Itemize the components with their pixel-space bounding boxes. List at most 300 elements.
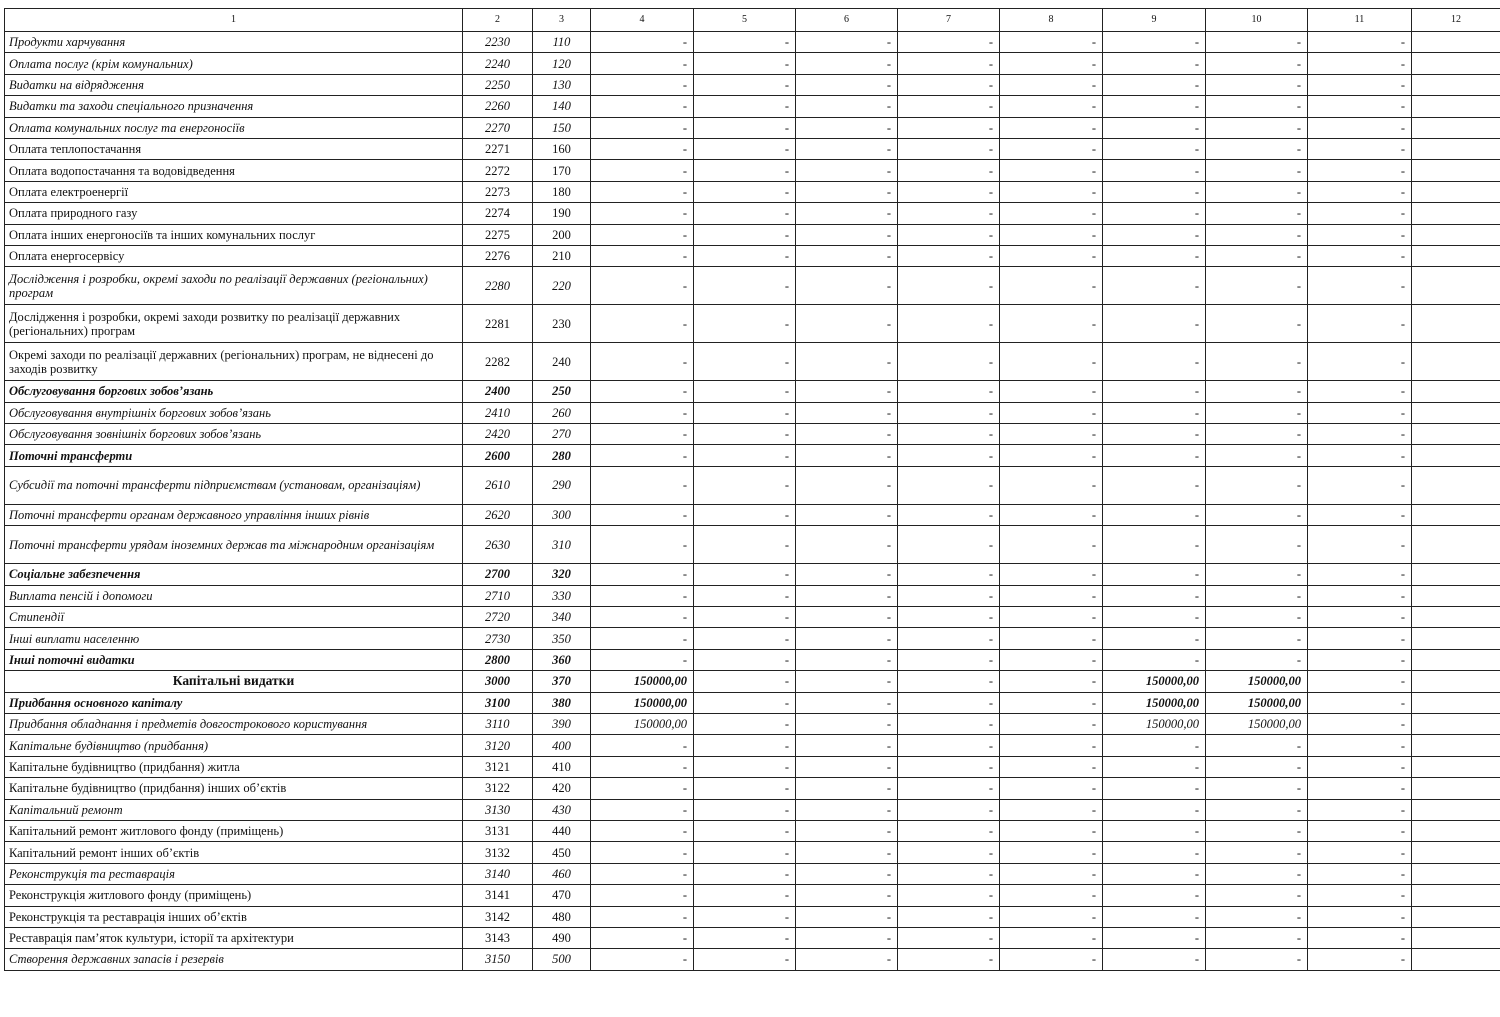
value-cell-col-9: - bbox=[1103, 906, 1206, 927]
value-cell-col-9: - bbox=[1103, 504, 1206, 525]
value-cell-col-10: - bbox=[1206, 778, 1308, 799]
value-cell-col-5: - bbox=[694, 927, 796, 948]
value-cell-col-7: - bbox=[898, 863, 1000, 884]
value-cell-col-5: - bbox=[694, 402, 796, 423]
value-cell-col-9: - bbox=[1103, 267, 1206, 305]
value-cell-col-9: - bbox=[1103, 445, 1206, 466]
value-cell-col-6: - bbox=[796, 756, 898, 777]
value-cell-col-10: - bbox=[1206, 756, 1308, 777]
value-cell-col-9: - bbox=[1103, 927, 1206, 948]
value-cell-col-12 bbox=[1412, 117, 1500, 138]
row-name: Обслуговування внутрішніх боргових зобов’язань bbox=[5, 402, 463, 423]
row-name: Оплата енергосервісу bbox=[5, 245, 463, 266]
table-row bbox=[5, 906, 1500, 927]
value-cell-col-7: - bbox=[898, 466, 1000, 504]
value-cell-col-10: - bbox=[1206, 735, 1308, 756]
row-code: 240 bbox=[533, 343, 591, 381]
kekv-code: 3110 bbox=[463, 713, 533, 734]
value-cell-col-12 bbox=[1412, 96, 1500, 117]
row-name: Придбання обладнання і предметів довгострокового користування bbox=[5, 713, 463, 734]
value-cell-col-12 bbox=[1412, 203, 1500, 224]
table-row bbox=[5, 628, 1500, 649]
row-code: 330 bbox=[533, 585, 591, 606]
value-cell-col-4: - bbox=[591, 466, 694, 504]
value-cell-col-8: - bbox=[1000, 96, 1103, 117]
value-cell-col-4: 150000,00 bbox=[591, 713, 694, 734]
value-cell-col-11: - bbox=[1308, 138, 1412, 159]
value-cell-col-9: - bbox=[1103, 96, 1206, 117]
value-cell-col-7: - bbox=[898, 181, 1000, 202]
table-row bbox=[5, 381, 1500, 402]
value-cell-col-11: - bbox=[1308, 74, 1412, 95]
value-cell-col-5: - bbox=[694, 628, 796, 649]
value-cell-col-4: - bbox=[591, 504, 694, 525]
row-name: Поточні трансферти урядам іноземних держав та міжнародним організаціям bbox=[5, 526, 463, 564]
value-cell-col-4: - bbox=[591, 117, 694, 138]
table-row bbox=[5, 224, 1500, 245]
value-cell-col-4: - bbox=[591, 526, 694, 564]
kekv-code: 2720 bbox=[463, 607, 533, 628]
value-cell-col-11: - bbox=[1308, 820, 1412, 841]
value-cell-col-6: - bbox=[796, 402, 898, 423]
value-cell-col-9: - bbox=[1103, 756, 1206, 777]
kekv-code: 2410 bbox=[463, 402, 533, 423]
value-cell-col-10: - bbox=[1206, 842, 1308, 863]
value-cell-col-7: - bbox=[898, 799, 1000, 820]
value-cell-col-10: - bbox=[1206, 53, 1308, 74]
row-name: Капітальне будівництво (придбання) житла bbox=[5, 756, 463, 777]
value-cell-col-11: - bbox=[1308, 181, 1412, 202]
row-code: 310 bbox=[533, 526, 591, 564]
row-name: Оплата природного газу bbox=[5, 203, 463, 224]
value-cell-col-12 bbox=[1412, 381, 1500, 402]
value-cell-col-11: - bbox=[1308, 585, 1412, 606]
column-header-10: 10 bbox=[1206, 9, 1308, 32]
value-cell-col-5: - bbox=[694, 74, 796, 95]
value-cell-col-8: - bbox=[1000, 53, 1103, 74]
kekv-code: 2420 bbox=[463, 424, 533, 445]
table-row bbox=[5, 564, 1500, 585]
value-cell-col-12 bbox=[1412, 305, 1500, 343]
value-cell-col-6: - bbox=[796, 343, 898, 381]
kekv-code: 3121 bbox=[463, 756, 533, 777]
table-row bbox=[5, 735, 1500, 756]
kekv-code: 3131 bbox=[463, 820, 533, 841]
value-cell-col-7: - bbox=[898, 117, 1000, 138]
table-row bbox=[5, 466, 1500, 504]
row-code: 390 bbox=[533, 713, 591, 734]
value-cell-col-12 bbox=[1412, 820, 1500, 841]
value-cell-col-8: - bbox=[1000, 343, 1103, 381]
row-name: Продукти харчування bbox=[5, 32, 463, 53]
value-cell-col-11: - bbox=[1308, 32, 1412, 53]
row-code: 260 bbox=[533, 402, 591, 423]
value-cell-col-4: - bbox=[591, 564, 694, 585]
value-cell-col-5: - bbox=[694, 906, 796, 927]
value-cell-col-8: - bbox=[1000, 402, 1103, 423]
value-cell-col-7: - bbox=[898, 756, 1000, 777]
value-cell-col-8: - bbox=[1000, 671, 1103, 692]
value-cell-col-7: - bbox=[898, 735, 1000, 756]
row-code: 270 bbox=[533, 424, 591, 445]
value-cell-col-7: - bbox=[898, 526, 1000, 564]
row-name: Капітальні видатки bbox=[5, 671, 463, 692]
value-cell-col-10: - bbox=[1206, 96, 1308, 117]
kekv-code: 2240 bbox=[463, 53, 533, 74]
value-cell-col-4: - bbox=[591, 181, 694, 202]
value-cell-col-11: - bbox=[1308, 343, 1412, 381]
value-cell-col-8: - bbox=[1000, 842, 1103, 863]
value-cell-col-12 bbox=[1412, 628, 1500, 649]
value-cell-col-12 bbox=[1412, 160, 1500, 181]
value-cell-col-6: - bbox=[796, 885, 898, 906]
value-cell-col-11: - bbox=[1308, 402, 1412, 423]
value-cell-col-6: - bbox=[796, 927, 898, 948]
value-cell-col-10: - bbox=[1206, 863, 1308, 884]
value-cell-col-12 bbox=[1412, 906, 1500, 927]
row-code: 290 bbox=[533, 466, 591, 504]
value-cell-col-4: - bbox=[591, 402, 694, 423]
value-cell-col-12 bbox=[1412, 756, 1500, 777]
value-cell-col-9: - bbox=[1103, 160, 1206, 181]
value-cell-col-12 bbox=[1412, 863, 1500, 884]
value-cell-col-12 bbox=[1412, 799, 1500, 820]
column-header-11: 11 bbox=[1308, 9, 1412, 32]
value-cell-col-7: - bbox=[898, 585, 1000, 606]
value-cell-col-11: - bbox=[1308, 842, 1412, 863]
table-row bbox=[5, 820, 1500, 841]
value-cell-col-12 bbox=[1412, 343, 1500, 381]
row-code: 470 bbox=[533, 885, 591, 906]
value-cell-col-12 bbox=[1412, 245, 1500, 266]
value-cell-col-12 bbox=[1412, 526, 1500, 564]
value-cell-col-9: - bbox=[1103, 799, 1206, 820]
value-cell-col-12 bbox=[1412, 564, 1500, 585]
value-cell-col-11: - bbox=[1308, 906, 1412, 927]
row-code: 220 bbox=[533, 267, 591, 305]
value-cell-col-4: - bbox=[591, 628, 694, 649]
value-cell-col-11: - bbox=[1308, 526, 1412, 564]
value-cell-col-12 bbox=[1412, 224, 1500, 245]
value-cell-col-9: - bbox=[1103, 564, 1206, 585]
value-cell-col-9: - bbox=[1103, 820, 1206, 841]
kekv-code: 2272 bbox=[463, 160, 533, 181]
kekv-code: 2600 bbox=[463, 445, 533, 466]
value-cell-col-7: - bbox=[898, 607, 1000, 628]
row-name: Капітальний ремонт bbox=[5, 799, 463, 820]
column-header-2: 2 bbox=[463, 9, 533, 32]
value-cell-col-5: - bbox=[694, 692, 796, 713]
value-cell-col-5: - bbox=[694, 224, 796, 245]
table-row bbox=[5, 343, 1500, 381]
row-code: 250 bbox=[533, 381, 591, 402]
row-name: Придбання основного капіталу bbox=[5, 692, 463, 713]
kekv-code: 2270 bbox=[463, 117, 533, 138]
kekv-code: 3130 bbox=[463, 799, 533, 820]
value-cell-col-10: - bbox=[1206, 949, 1308, 970]
value-cell-col-7: - bbox=[898, 267, 1000, 305]
table-row bbox=[5, 842, 1500, 863]
value-cell-col-8: - bbox=[1000, 692, 1103, 713]
value-cell-col-8: - bbox=[1000, 906, 1103, 927]
column-header-5: 5 bbox=[694, 9, 796, 32]
value-cell-col-7: - bbox=[898, 53, 1000, 74]
value-cell-col-5: - bbox=[694, 885, 796, 906]
row-code: 320 bbox=[533, 564, 591, 585]
column-header-9: 9 bbox=[1103, 9, 1206, 32]
table-row bbox=[5, 885, 1500, 906]
table-row bbox=[5, 949, 1500, 970]
row-name: Оплата послуг (крім комунальних) bbox=[5, 53, 463, 74]
value-cell-col-7: - bbox=[898, 906, 1000, 927]
value-cell-col-6: - bbox=[796, 585, 898, 606]
kekv-code: 2275 bbox=[463, 224, 533, 245]
value-cell-col-10: - bbox=[1206, 181, 1308, 202]
value-cell-col-4: - bbox=[591, 863, 694, 884]
value-cell-col-5: - bbox=[694, 381, 796, 402]
row-name: Реставрація пам’яток культури, історії та архітектури bbox=[5, 927, 463, 948]
row-code: 190 bbox=[533, 203, 591, 224]
value-cell-col-9: - bbox=[1103, 381, 1206, 402]
value-cell-col-5: - bbox=[694, 735, 796, 756]
value-cell-col-5: - bbox=[694, 949, 796, 970]
value-cell-col-11: - bbox=[1308, 224, 1412, 245]
value-cell-col-8: - bbox=[1000, 32, 1103, 53]
row-code: 440 bbox=[533, 820, 591, 841]
value-cell-col-6: - bbox=[796, 445, 898, 466]
value-cell-col-6: - bbox=[796, 305, 898, 343]
value-cell-col-5: - bbox=[694, 526, 796, 564]
table-row bbox=[5, 692, 1500, 713]
value-cell-col-6: - bbox=[796, 649, 898, 670]
row-name: Стипендії bbox=[5, 607, 463, 628]
row-code: 500 bbox=[533, 949, 591, 970]
value-cell-col-7: - bbox=[898, 138, 1000, 159]
value-cell-col-6: - bbox=[796, 671, 898, 692]
value-cell-col-11: - bbox=[1308, 160, 1412, 181]
value-cell-col-11: - bbox=[1308, 756, 1412, 777]
value-cell-col-11: - bbox=[1308, 799, 1412, 820]
value-cell-col-5: - bbox=[694, 96, 796, 117]
value-cell-col-9: - bbox=[1103, 949, 1206, 970]
row-code: 410 bbox=[533, 756, 591, 777]
row-code: 460 bbox=[533, 863, 591, 884]
value-cell-col-5: - bbox=[694, 117, 796, 138]
value-cell-col-6: - bbox=[796, 160, 898, 181]
column-header-8: 8 bbox=[1000, 9, 1103, 32]
table-row bbox=[5, 267, 1500, 305]
value-cell-col-10: - bbox=[1206, 343, 1308, 381]
table-row bbox=[5, 402, 1500, 423]
value-cell-col-8: - bbox=[1000, 735, 1103, 756]
value-cell-col-12 bbox=[1412, 735, 1500, 756]
value-cell-col-4: - bbox=[591, 607, 694, 628]
row-name: Субсидії та поточні трансферти підприємствам (установам, організаціям) bbox=[5, 466, 463, 504]
value-cell-col-11: - bbox=[1308, 96, 1412, 117]
value-cell-col-7: - bbox=[898, 245, 1000, 266]
row-name: Видатки та заходи спеціального призначення bbox=[5, 96, 463, 117]
value-cell-col-6: - bbox=[796, 96, 898, 117]
value-cell-col-8: - bbox=[1000, 424, 1103, 445]
value-cell-col-11: - bbox=[1308, 267, 1412, 305]
value-cell-col-5: - bbox=[694, 160, 796, 181]
column-header-1: 1 bbox=[5, 9, 463, 32]
row-code: 340 bbox=[533, 607, 591, 628]
value-cell-col-12 bbox=[1412, 53, 1500, 74]
value-cell-col-6: - bbox=[796, 607, 898, 628]
row-name: Капітальний ремонт житлового фонду (приміщень) bbox=[5, 820, 463, 841]
value-cell-col-8: - bbox=[1000, 885, 1103, 906]
value-cell-col-10: - bbox=[1206, 74, 1308, 95]
value-cell-col-10: - bbox=[1206, 799, 1308, 820]
value-cell-col-11: - bbox=[1308, 305, 1412, 343]
row-code: 230 bbox=[533, 305, 591, 343]
row-name: Інші поточні видатки bbox=[5, 649, 463, 670]
value-cell-col-10: - bbox=[1206, 885, 1308, 906]
value-cell-col-11: - bbox=[1308, 735, 1412, 756]
kekv-code: 3150 bbox=[463, 949, 533, 970]
table-row bbox=[5, 245, 1500, 266]
value-cell-col-8: - bbox=[1000, 649, 1103, 670]
table-row bbox=[5, 117, 1500, 138]
value-cell-col-12 bbox=[1412, 424, 1500, 445]
value-cell-col-12 bbox=[1412, 671, 1500, 692]
value-cell-col-4: - bbox=[591, 445, 694, 466]
value-cell-col-8: - bbox=[1000, 181, 1103, 202]
value-cell-col-4: 150000,00 bbox=[591, 671, 694, 692]
value-cell-col-9: - bbox=[1103, 181, 1206, 202]
value-cell-col-11: - bbox=[1308, 203, 1412, 224]
value-cell-col-9: 150000,00 bbox=[1103, 692, 1206, 713]
column-header-6: 6 bbox=[796, 9, 898, 32]
row-name: Капітальне будівництво (придбання) bbox=[5, 735, 463, 756]
value-cell-col-5: - bbox=[694, 181, 796, 202]
value-cell-col-6: - bbox=[796, 713, 898, 734]
value-cell-col-7: - bbox=[898, 949, 1000, 970]
row-code: 170 bbox=[533, 160, 591, 181]
value-cell-col-10: - bbox=[1206, 160, 1308, 181]
value-cell-col-10: - bbox=[1206, 402, 1308, 423]
row-code: 160 bbox=[533, 138, 591, 159]
kekv-code: 2260 bbox=[463, 96, 533, 117]
row-name: Соціальне забезпечення bbox=[5, 564, 463, 585]
value-cell-col-5: - bbox=[694, 445, 796, 466]
table-body bbox=[5, 32, 1500, 971]
value-cell-col-10: - bbox=[1206, 564, 1308, 585]
value-cell-col-4: - bbox=[591, 53, 694, 74]
table-row bbox=[5, 607, 1500, 628]
value-cell-col-9: - bbox=[1103, 245, 1206, 266]
value-cell-col-8: - bbox=[1000, 504, 1103, 525]
value-cell-col-10: - bbox=[1206, 585, 1308, 606]
value-cell-col-5: - bbox=[694, 138, 796, 159]
value-cell-col-9: - bbox=[1103, 842, 1206, 863]
column-header-7: 7 bbox=[898, 9, 1000, 32]
value-cell-col-5: - bbox=[694, 466, 796, 504]
value-cell-col-6: - bbox=[796, 267, 898, 305]
kekv-code: 3141 bbox=[463, 885, 533, 906]
value-cell-col-11: - bbox=[1308, 607, 1412, 628]
value-cell-col-6: - bbox=[796, 245, 898, 266]
value-cell-col-5: - bbox=[694, 607, 796, 628]
value-cell-col-11: - bbox=[1308, 927, 1412, 948]
value-cell-col-4: - bbox=[591, 778, 694, 799]
value-cell-col-5: - bbox=[694, 203, 796, 224]
row-code: 420 bbox=[533, 778, 591, 799]
value-cell-col-7: - bbox=[898, 820, 1000, 841]
row-code: 130 bbox=[533, 74, 591, 95]
value-cell-col-4: - bbox=[591, 381, 694, 402]
value-cell-col-11: - bbox=[1308, 466, 1412, 504]
value-cell-col-9: - bbox=[1103, 305, 1206, 343]
value-cell-col-11: - bbox=[1308, 53, 1412, 74]
value-cell-col-4: - bbox=[591, 305, 694, 343]
value-cell-col-7: - bbox=[898, 778, 1000, 799]
kekv-code: 2274 bbox=[463, 203, 533, 224]
row-code: 300 bbox=[533, 504, 591, 525]
value-cell-col-11: - bbox=[1308, 117, 1412, 138]
column-header-3: 3 bbox=[533, 9, 591, 32]
kekv-code: 3132 bbox=[463, 842, 533, 863]
value-cell-col-7: - bbox=[898, 32, 1000, 53]
row-code: 370 bbox=[533, 671, 591, 692]
value-cell-col-8: - bbox=[1000, 203, 1103, 224]
value-cell-col-7: - bbox=[898, 160, 1000, 181]
value-cell-col-9: - bbox=[1103, 203, 1206, 224]
value-cell-col-5: - bbox=[694, 424, 796, 445]
value-cell-col-11: - bbox=[1308, 671, 1412, 692]
value-cell-col-4: - bbox=[591, 245, 694, 266]
table-row bbox=[5, 32, 1500, 53]
value-cell-col-12 bbox=[1412, 778, 1500, 799]
value-cell-col-9: - bbox=[1103, 649, 1206, 670]
value-cell-col-6: - bbox=[796, 224, 898, 245]
value-cell-col-8: - bbox=[1000, 949, 1103, 970]
value-cell-col-12 bbox=[1412, 181, 1500, 202]
value-cell-col-5: - bbox=[694, 820, 796, 841]
value-cell-col-5: - bbox=[694, 245, 796, 266]
row-name: Реконструкція житлового фонду (приміщень) bbox=[5, 885, 463, 906]
kekv-code: 2730 bbox=[463, 628, 533, 649]
row-code: 180 bbox=[533, 181, 591, 202]
value-cell-col-8: - bbox=[1000, 160, 1103, 181]
value-cell-col-8: - bbox=[1000, 607, 1103, 628]
value-cell-col-12 bbox=[1412, 692, 1500, 713]
column-header-12: 12 bbox=[1412, 9, 1500, 32]
value-cell-col-10: - bbox=[1206, 526, 1308, 564]
row-name: Обслуговування боргових зобов’язань bbox=[5, 381, 463, 402]
value-cell-col-4: 150000,00 bbox=[591, 692, 694, 713]
value-cell-col-6: - bbox=[796, 74, 898, 95]
value-cell-col-8: - bbox=[1000, 117, 1103, 138]
value-cell-col-10: 150000,00 bbox=[1206, 671, 1308, 692]
value-cell-col-8: - bbox=[1000, 927, 1103, 948]
value-cell-col-9: 150000,00 bbox=[1103, 713, 1206, 734]
value-cell-col-4: - bbox=[591, 224, 694, 245]
value-cell-col-10: - bbox=[1206, 628, 1308, 649]
value-cell-col-12 bbox=[1412, 267, 1500, 305]
value-cell-col-9: - bbox=[1103, 32, 1206, 53]
value-cell-col-8: - bbox=[1000, 799, 1103, 820]
value-cell-col-8: - bbox=[1000, 381, 1103, 402]
value-cell-col-6: - bbox=[796, 32, 898, 53]
value-cell-col-11: - bbox=[1308, 445, 1412, 466]
row-code: 150 bbox=[533, 117, 591, 138]
value-cell-col-9: - bbox=[1103, 424, 1206, 445]
row-name: Оплата водопостачання та водовідведення bbox=[5, 160, 463, 181]
value-cell-col-6: - bbox=[796, 466, 898, 504]
value-cell-col-9: 150000,00 bbox=[1103, 671, 1206, 692]
